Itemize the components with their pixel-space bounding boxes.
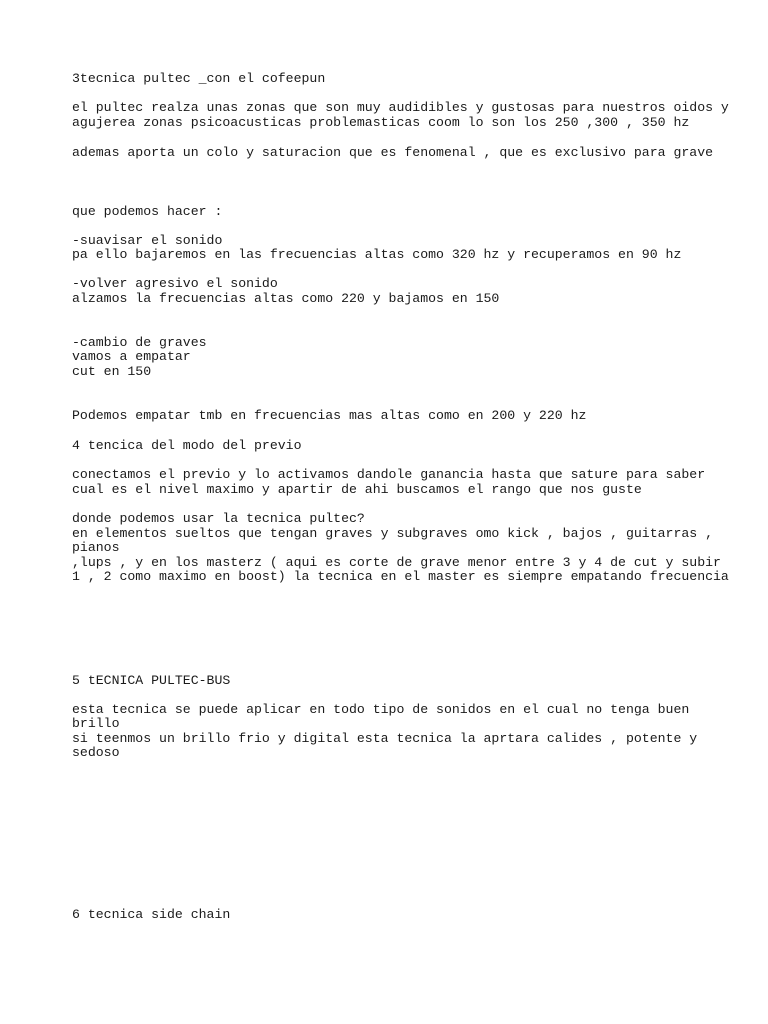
text-line: el pultec realza unas zonas que son muy audidibles y gustosas para nuestros oidos y (72, 100, 729, 115)
text-line: brillo (72, 716, 120, 731)
list-item-label: -suavisar el sonido (72, 233, 223, 248)
section-heading-4: 4 tencica del modo del previo (72, 438, 302, 453)
text-line: en elementos sueltos que tengan graves y subgraves omo kick , bajos , guitarras , (72, 526, 714, 541)
list-item-label: -cambio de graves (72, 335, 207, 350)
subheading: donde podemos usar la tecnica pultec? (72, 511, 365, 526)
text-line: ademas aporta un colo y saturacion que es fenomenal , que es exclusivo para grave (72, 145, 714, 160)
text-line: sedoso (72, 745, 120, 760)
section-heading-6: 6 tecnica side chain (72, 907, 231, 922)
subheading: que podemos hacer : (72, 204, 223, 219)
list-item-label: -volver agresivo el sonido (72, 276, 278, 291)
text-line: pianos (72, 540, 120, 555)
text-line: pa ello bajaremos en las frecuencias altas como 320 hz y recuperamos en 90 hz (72, 247, 682, 262)
section-heading-5: 5 tECNICA PULTEC-BUS (72, 673, 231, 688)
text-line: cut en 150 (72, 364, 152, 379)
text-line: si teenmos un brillo frio y digital esta tecnica la aprtara calides , potente y (72, 731, 698, 746)
text-line: cual es el nivel maximo y apartir de ahi buscamos el rango que nos guste (72, 482, 642, 497)
text-line: 1 , 2 como maximo en boost) la tecnica en el master es siempre empatando frecuencia (72, 569, 729, 584)
text-line: Podemos empatar tmb en frecuencias mas altas como en 200 y 220 hz (72, 408, 587, 423)
text-line: alzamos la frecuencias altas como 220 y bajamos en 150 (72, 291, 500, 306)
text-line: esta tecnica se puede aplicar en todo tipo de sonidos en el cual no tenga buen (72, 702, 690, 717)
text-line: ,lups , y en los masterz ( aqui es corte de grave menor entre 3 y 4 de cut y subir (72, 555, 721, 570)
text-line: agujerea zonas psicoacusticas problemasticas coom lo son los 250 ,300 , 350 hz (72, 115, 690, 130)
text-line: vamos a empatar (72, 349, 191, 364)
text-line: conectamos el previo y lo activamos dandole ganancia hasta que sature para saber (72, 467, 706, 482)
section-heading-3: 3tecnica pultec _con el cofeepun (72, 71, 326, 86)
